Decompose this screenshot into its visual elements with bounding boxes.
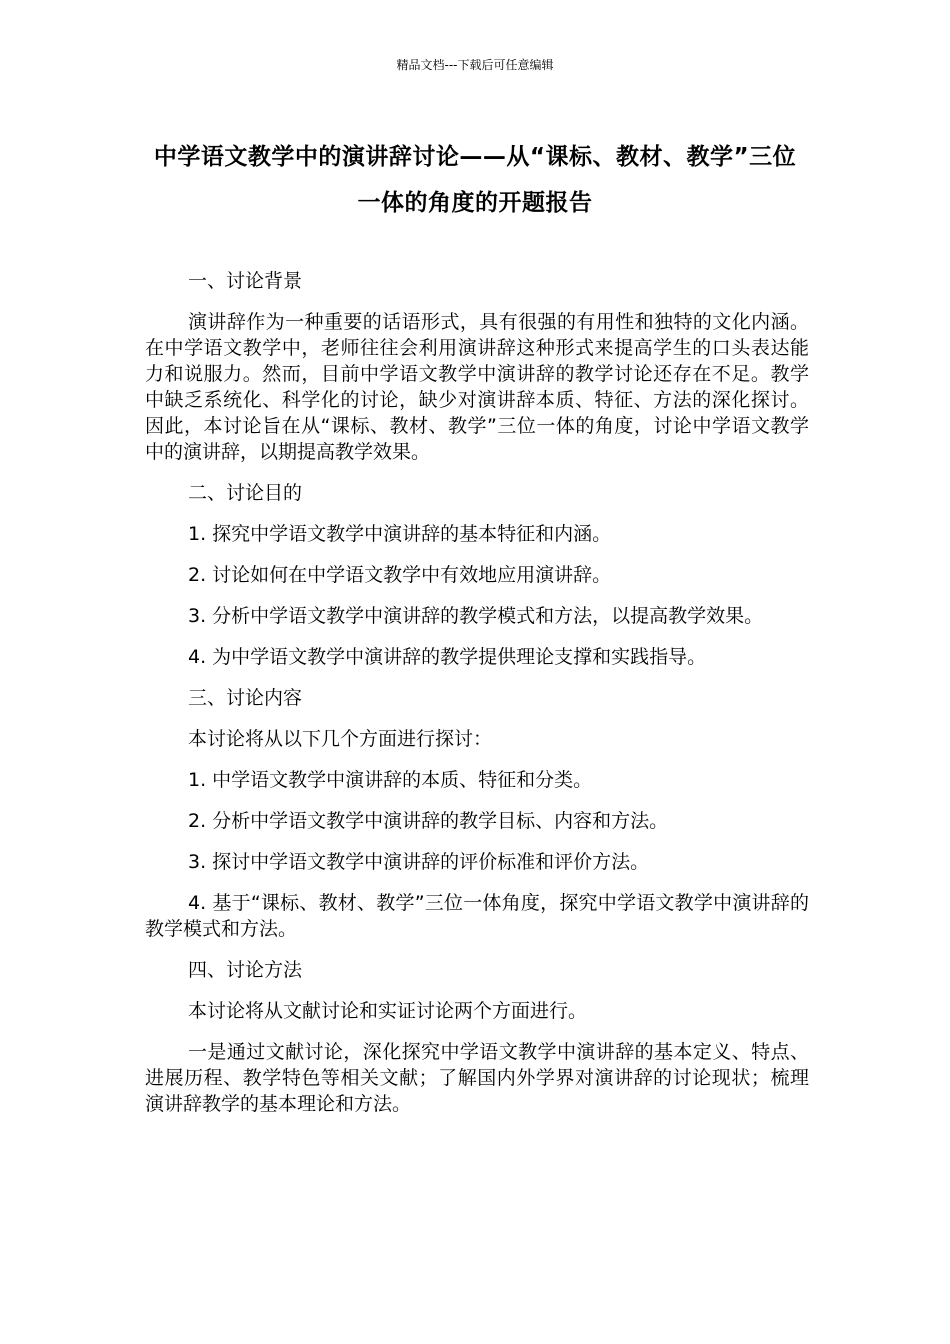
purpose-item-4: 4. 为中学语文教学中演讲辞的教学提供理论支撑和实践指导。	[188, 646, 707, 668]
section-heading-content: 三、讨论内容	[188, 687, 303, 709]
content-item-4: 4. 基于“课标、教材、教学”三位一体角度，探究中学语文教学中演讲辞的教学模式和方法。	[145, 892, 809, 940]
method-intro: 本讨论将从文献讨论和实证讨论两个方面进行。	[188, 1000, 588, 1022]
purpose-item-3: 3. 分析中学语文教学中演讲辞的教学模式和方法，以提高教学效果。	[188, 605, 764, 627]
method-literature: 一是通过文献讨论，深化探究中学语文教学中演讲辞的基本定义、特点、进展历程、教学特色等相关文献；了解国内外学界对演讲辞的讨论现状；梳理演讲辞教学的基本理论和方法。	[145, 1041, 809, 1115]
purpose-item-1: 1. 探究中学语文教学中演讲辞的基本特征和内涵。	[188, 523, 612, 545]
content-item-2: 2. 分析中学语文教学中演讲辞的教学目标、内容和方法。	[188, 810, 669, 832]
content-item-3: 3. 探讨中学语文教学中演讲辞的评价标准和评价方法。	[188, 851, 650, 873]
section-heading-purpose: 二、讨论目的	[188, 482, 303, 504]
purpose-item-2: 2. 讨论如何在中学语文教学中有效地应用演讲辞。	[188, 564, 612, 586]
document-title: 中学语文教学中的演讲辞讨论——从“课标、教材、教学”三位一体的角度的开题报告	[153, 144, 797, 216]
section-heading-method: 四、讨论方法	[188, 959, 303, 981]
content-intro: 本讨论将从以下几个方面进行探讨：	[188, 728, 493, 750]
document-body	[145, 268, 809, 1132]
paragraph-background: 演讲辞作为一种重要的话语形式，具有很强的有用性和独特的文化内涵。在中学语文教学中，老师往往会利用演讲辞这种形式来提高学生的口头表达能力和说服力。然而，目前中学语文教学中演讲辞的教学讨论还存在不足。教学中缺乏系统化、科学化的讨论，缺少对演讲辞本质、特征、方法的深化探讨。因此，本讨论旨在从“课标、教材、教学”三位一体的角度，讨论中学语文教学中的演讲辞，以期提高教学效果。	[145, 311, 809, 463]
section-heading-background: 一、讨论背景	[188, 270, 303, 292]
page-header: 精品文档---下载后可任意编辑	[396, 58, 554, 72]
content-item-1: 1. 中学语文教学中演讲辞的本质、特征和分类。	[188, 769, 593, 791]
